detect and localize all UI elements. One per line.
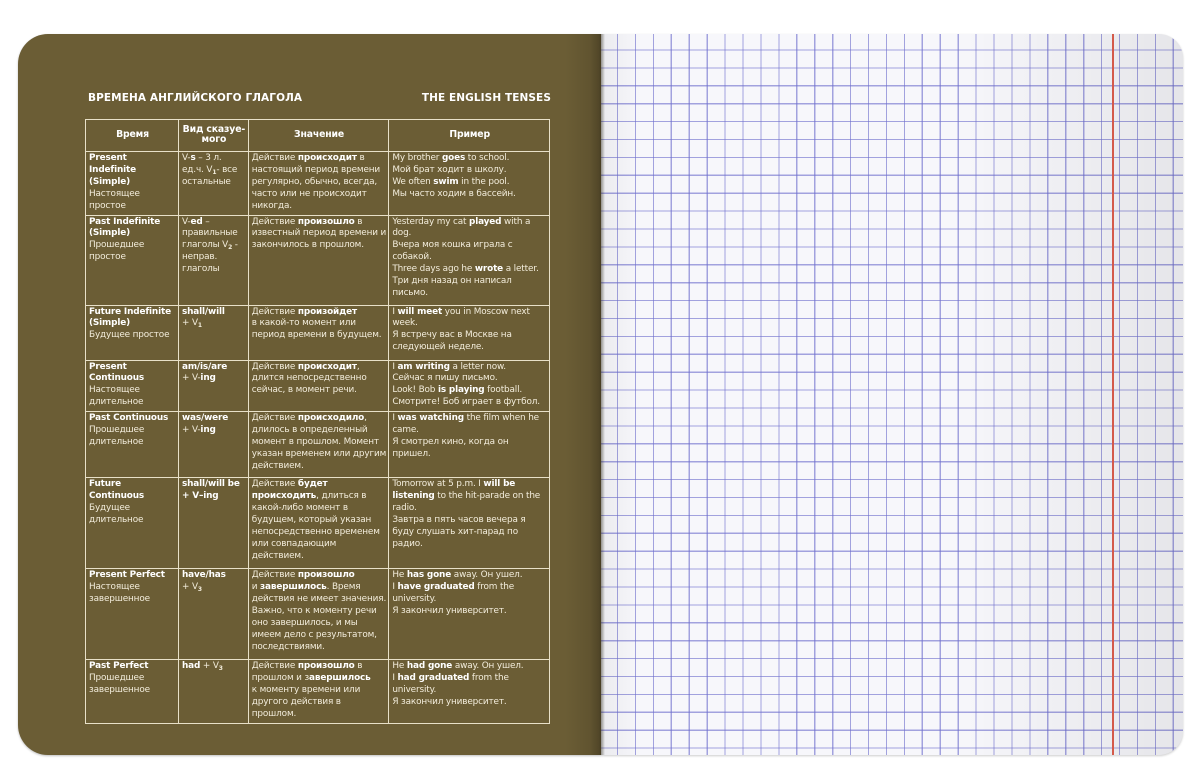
- english-tenses-table: [85, 119, 550, 724]
- column-header-predicate-form: Вид сказуе- мого: [179, 120, 249, 152]
- meaning-cell: Действие произошло в известный период времени и закончилось в прошлом.: [248, 215, 389, 305]
- subscript: 3: [218, 665, 223, 673]
- bold-term: had: [182, 661, 201, 672]
- meaning-cell: Действие произошло в прошлом и завершилось к моменту времени или другого действия в прошлом.: [248, 660, 389, 724]
- meaning-cell: Действие происходит в настоящий период времени регулярно, обычно, всегда, часто или не происходит никогда.: [248, 152, 389, 216]
- bold-term: goes: [441, 153, 466, 163]
- tense-name-ru: Прошедшее завершенное: [89, 673, 150, 695]
- bold-term: will be listening: [392, 479, 516, 502]
- bold-term: авершилось: [309, 673, 371, 684]
- bold-term: shall/will be: [182, 479, 240, 490]
- bold-term: is playing: [437, 385, 485, 396]
- example-cell: My brother goes to school. Мой брат ходит в школу. We often swim in the pool. Мы часто ходим в бассейн.: [389, 152, 550, 216]
- column-header-tense: Время: [86, 120, 179, 152]
- example-cell: Yesterday my cat played with a dog. Вчера моя кошка играла с собакой. Three days ago he wrote a letter. Три дня назад он написал письмо.: [389, 215, 550, 305]
- tense-name: Past Indefinite (Simple): [89, 216, 161, 239]
- column-header-meaning: Значение: [248, 120, 389, 152]
- bold-term: произошло: [297, 661, 355, 672]
- bold-term: have graduated: [397, 582, 475, 593]
- bold-term: происходит: [297, 153, 357, 163]
- meaning-cell: Действие происходило, длилось в определенный момент в прошлом. Момент указан временем или другим действием.: [248, 412, 389, 478]
- tense-name: Past Perfect: [89, 661, 149, 672]
- bold-term: swim: [433, 176, 459, 187]
- bold-term: had graduated: [397, 673, 470, 684]
- predicate-form-cell: am/is/are + V-ing: [179, 360, 249, 412]
- bold-term: am/is/are: [182, 361, 228, 372]
- bold-term: произойдет: [297, 306, 358, 317]
- tense-name-ru: Будущее длительное: [89, 502, 144, 525]
- meaning-cell: Действие происходит, длится непосредственно сейчас, в момент речи.: [248, 360, 389, 412]
- table-row: [86, 660, 550, 724]
- red-margin-line: [1112, 34, 1114, 755]
- meaning-cell: Действие будет происходить, длиться в какой-либо момент в будущем, который указан непосредственно временем или совпадающим действием.: [248, 478, 389, 569]
- bold-term: have/has: [182, 570, 226, 581]
- bold-term: происходило: [297, 413, 365, 424]
- table-row: [86, 360, 550, 412]
- meaning-cell: Действие произойдет в какой-то момент или период времени в будущем.: [248, 305, 389, 360]
- predicate-form-cell: have/has + $V_3$: [179, 569, 249, 660]
- predicate-form-cell: had + $V_3$: [179, 660, 249, 724]
- tense-cell: [86, 152, 179, 216]
- bold-term: wrote: [474, 264, 504, 275]
- tense-name-ru: Настоящее длительное: [89, 385, 144, 408]
- bold-term: ing: [200, 373, 216, 384]
- tense-cell: [86, 412, 179, 478]
- page-title-ru: ВРЕМЕНА АНГЛИЙСКОГО ГЛАГОЛА: [88, 92, 303, 104]
- page-title-en: THE ENGLISH TENSES: [421, 92, 551, 104]
- tense-name: Future Indefinite (Simple): [89, 306, 171, 329]
- tense-name-ru: Прошедшее простое: [89, 240, 145, 263]
- subscript: 1: [212, 168, 217, 176]
- bold-term: s: [190, 153, 196, 163]
- table-header-row: [86, 120, 550, 152]
- example-cell: I am writing a letter now. Сейчас я пишу письмо. Look! Bob is playing football. Смотрите! Боб играет в футбол.: [389, 360, 550, 412]
- tense-name-ru: Настоящее завершенное: [89, 582, 150, 604]
- bold-term: has gone: [406, 570, 452, 581]
- bold-term: was watching: [397, 413, 464, 424]
- graph-paper-page: [601, 34, 1183, 755]
- predicate-form-cell: shall/will + $V_1$: [179, 305, 249, 360]
- predicate-form-cell: was/were + V-ing: [179, 412, 249, 478]
- bold-term: shall/will: [182, 306, 225, 317]
- predicate-form-cell: V-ed – правильные глаголы $V_2$ - неправ. глаголы: [179, 215, 249, 305]
- bold-term: происходит: [297, 361, 357, 372]
- bold-term: произошло: [297, 216, 355, 227]
- tense-cell: [86, 360, 179, 412]
- column-header-example: Пример: [389, 120, 550, 152]
- bold-term: + V–ing: [182, 491, 219, 502]
- example-cell: He has gone away. Он ушел. I have graduated from the university. Я закончил университет.: [389, 569, 550, 660]
- tense-name: Present Indefinite (Simple): [89, 153, 137, 187]
- table-row: [86, 215, 550, 305]
- bold-term: am writing: [397, 361, 450, 372]
- tense-name-ru: Настоящее простое: [89, 188, 140, 211]
- subscript: 2: [228, 244, 233, 252]
- spine-shadow: [601, 34, 605, 755]
- subscript: 1: [197, 322, 202, 330]
- tense-cell: [86, 305, 179, 360]
- bold-term: had gone: [406, 661, 453, 672]
- tense-cell: [86, 215, 179, 305]
- tense-name-ru: Прошедшее длительное: [89, 425, 145, 447]
- bold-term: will meet: [397, 306, 443, 317]
- bold-term: played: [469, 216, 502, 227]
- tense-cell: [86, 660, 179, 724]
- table-row: [86, 305, 550, 360]
- predicate-form-cell: V-s – 3 л. ед.ч. $V_1-$ все остальные: [179, 152, 249, 216]
- table-row: [86, 478, 550, 569]
- example-cell: I will meet you in Moscow next week. Я встречу вас в Москве на следующей неделе.: [389, 305, 550, 360]
- bold-term: ed: [190, 216, 203, 227]
- bold-term: ing: [200, 425, 216, 436]
- tense-name: Present Continuous: [89, 361, 145, 384]
- tense-cell: [86, 569, 179, 660]
- subscript: 3: [197, 586, 202, 594]
- bold-term: будет происходить: [251, 479, 328, 502]
- meaning-cell: Действие произошло и завершилось. Время действия не имеет значения. Важно, что к моменту речи оно завершилось, и мы имеем дело с результатом, последствиями.: [248, 569, 389, 660]
- bold-term: произошло: [297, 570, 355, 581]
- table-row: [86, 152, 550, 216]
- bold-term: завершилось: [260, 582, 327, 593]
- bold-term: was/were: [182, 413, 229, 424]
- example-cell: He had gone away. Он ушел. I had graduated from the university. Я закончил университет.: [389, 660, 550, 724]
- tense-name: Past Continuous: [89, 413, 169, 424]
- table-row: [86, 412, 550, 478]
- predicate-form-cell: [179, 478, 249, 569]
- tense-name-ru: Будущее простое: [89, 330, 170, 341]
- tenses-reference-page: [18, 34, 601, 755]
- example-cell: Tomorrow at 5 p.m. I will be listening to the hit-parade on the radio. Завтра в пять часов вечера я буду слушать хит-парад по радио.: [389, 478, 550, 569]
- tense-name: Future Continuous: [89, 479, 145, 502]
- table-body: [86, 152, 550, 724]
- tense-name: Present Perfect: [89, 570, 165, 581]
- example-cell: I was watching the film when he came. Я смотрел кино, когда он пришел.: [389, 412, 550, 478]
- tense-cell: [86, 478, 179, 569]
- table-row: [86, 569, 550, 660]
